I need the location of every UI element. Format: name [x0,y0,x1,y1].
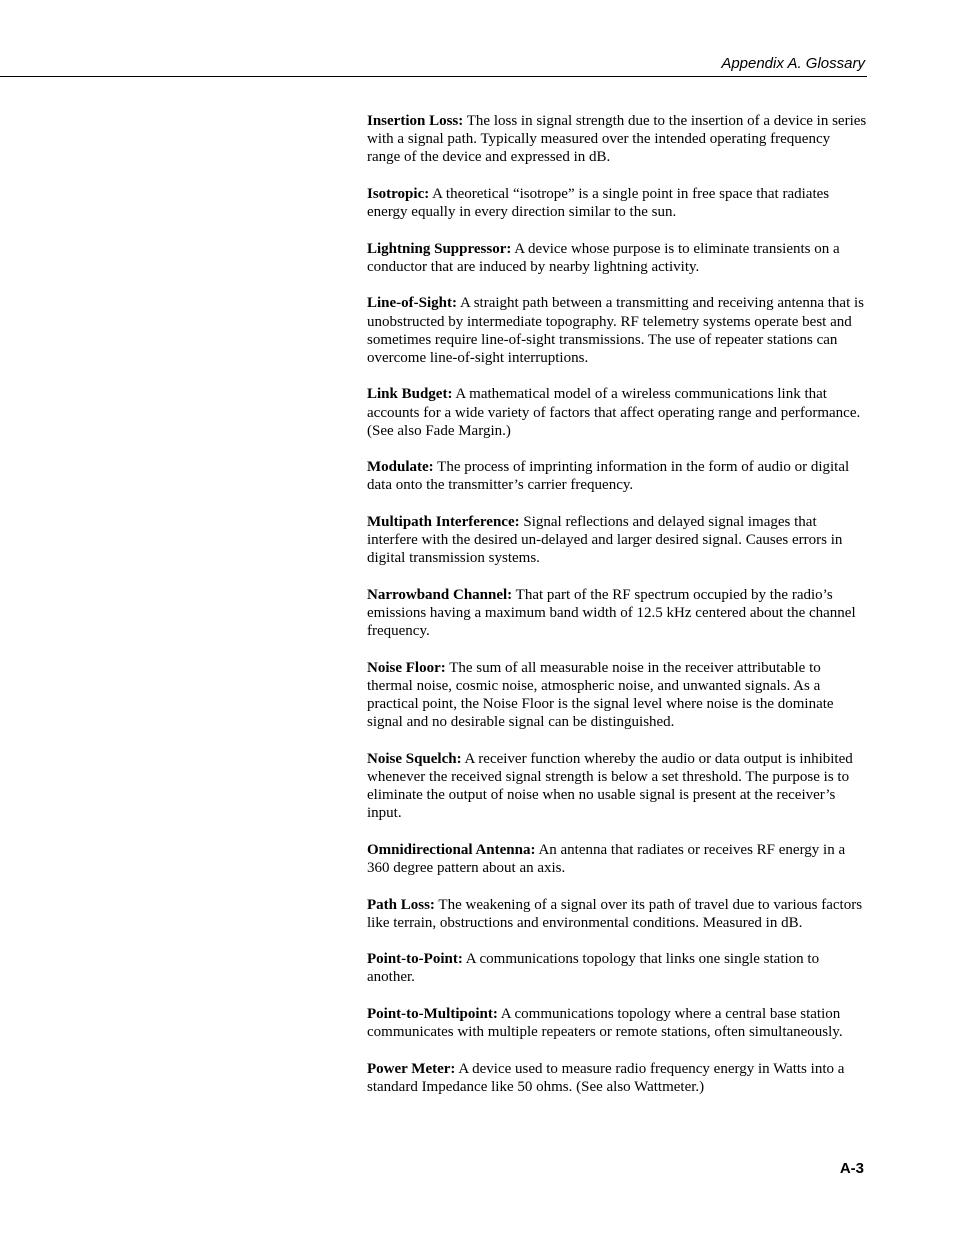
glossary-definition: The sum of all measurable noise in the receiver attributable to thermal noise, cosmic noise, atmospheric noise, and unwanted signals. As a practical point, the Noise Floor is the signal level where noise is the dominate signal and no desirable signal can be distinguished. [367,659,834,731]
glossary-entry-modulate [367,458,867,494]
glossary-term: Path Loss: [367,896,435,913]
glossary-definition: A theoretical “isotrope” is a single point in free space that radiates energy equally in every direction similar to the sun. [367,185,830,220]
glossary-entry-noise-squelch [367,750,867,822]
glossary-entry-point-to-point [367,950,867,986]
glossary-definition: A receiver function whereby the audio or data output is inhibited whenever the received signal strength is below a set threshold. The purpose is to eliminate the output of noise when no usable signal is present at the receiver’s input. [367,750,853,822]
glossary-definition: Signal reflections and delayed signal images that interfere with the desired un-delayed and larger desired signal. Causes errors in digital transmission systems. [367,514,843,567]
glossary-entry-isotropic [367,185,867,221]
glossary-term: Point-to-Multipoint: [367,1006,498,1023]
glossary-definition: The loss in signal strength due to the insertion of a device in series with a signal path. Typically measured over the intended operating frequency range of the device and expressed in dB. [367,113,867,166]
glossary-term: Power Meter: [367,1060,456,1077]
glossary-definition: An antenna that radiates or receives RF energy in a 360 degree pattern about an axis. [367,841,846,876]
header-rule [0,76,867,77]
glossary-definition: A communications topology where a central base station communicates with multiple repeaters or remote stations, often simultaneously. [367,1006,843,1041]
glossary-entry-multipath-interference [367,513,867,567]
glossary-definition: The process of imprinting information in the form of audio or digital data onto the transmitter’s carrier frequency. [367,459,850,494]
glossary-term: Isotropic: [367,185,430,202]
glossary-entries [367,112,867,1096]
running-header: Appendix A. Glossary [721,55,865,72]
glossary-term: Modulate: [367,459,434,476]
glossary-term: Omnidirectional Antenna: [367,841,536,858]
page-number: A-3 [839,1160,864,1177]
glossary-term: Link Budget: [367,386,453,403]
glossary-term: Narrowband Channel: [367,586,513,603]
glossary-definition: A communications topology that links one single station to another. [367,951,820,986]
glossary-definition: A straight path between a transmitting and receiving antenna that is unobstructed by intermediate topography. RF telemetry systems operate best and sometimes require line-of-sight transmissions. The use of repeater stations can overcome line-of-sight interruptions. [367,295,864,366]
glossary-entry-lightning-suppressor [367,240,867,276]
glossary-term: Insertion Loss: [367,113,464,129]
glossary-entry-omnidirectional-antenna [367,841,867,877]
glossary-definition: That part of the RF spectrum occupied by the radio’s emissions having a maximum band width of 12.5 kHz centered about the channel frequency. [367,586,856,640]
glossary-term: Noise Floor: [367,659,446,676]
glossary-definition: The weakening of a signal over its path of travel due to various factors like terrain, obstructions and environmental conditions. Measured in dB. [367,896,863,931]
glossary-definition: A device whose purpose is to eliminate transients on a conductor that are induced by nearby lightning activity. [367,240,840,275]
glossary-entry-insertion-loss [367,112,867,166]
glossary-definition: A mathematical model of a wireless communications link that accounts for a wide variety of factors that affect operating range and performance. (See also Fade Margin.) [367,386,861,439]
glossary-term: Line-of-Sight: [367,295,457,312]
glossary-entry-path-loss [367,896,867,932]
glossary-term: Point-to-Point: [367,951,463,968]
glossary-entry-power-meter [367,1060,867,1096]
glossary-entry-noise-floor [367,659,867,731]
glossary-definition: A device used to measure radio frequency energy in Watts into a standard Impedance like 50 ohms. (See also Wattmeter.) [367,1060,845,1095]
glossary-term: Lightning Suppressor: [367,240,512,257]
glossary-entry-point-to-multipoint [367,1005,867,1041]
glossary-entry-link-budget [367,385,867,439]
glossary-entry-line-of-sight [367,294,867,366]
glossary-entry-narrowband-channel [367,586,867,640]
glossary-term: Noise Squelch: [367,750,462,767]
glossary-term: Multipath Interference: [367,514,520,531]
